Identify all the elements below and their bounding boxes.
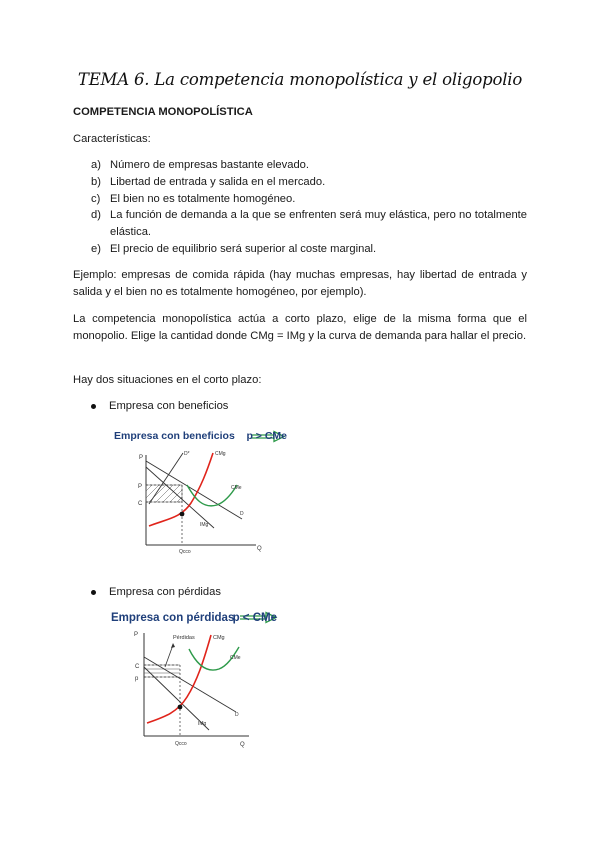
bullet-dot (91, 404, 96, 409)
list-item (91, 191, 527, 208)
figure-heading: Empresa con beneficios (114, 430, 235, 442)
list-marker: c) (91, 193, 101, 205)
bullet-dot (91, 590, 96, 595)
label-p: p (135, 676, 139, 682)
label-c: C (138, 501, 143, 507)
list-item (91, 174, 527, 191)
equilibrium-point (178, 705, 183, 710)
situations-intro: Hay dos situaciones en el corto plazo: (73, 374, 262, 386)
label-q: Qcco (175, 741, 187, 747)
axis-label-p: P (134, 632, 139, 638)
label-cmg: CMg (213, 635, 225, 641)
list-item (91, 207, 527, 241)
axis-label-p: P (139, 455, 144, 461)
figure-heading: Empresa con pérdidas (111, 612, 235, 624)
figure-condition: p > CMe (246, 430, 287, 442)
list-item (91, 157, 527, 174)
list-item-text: El bien no es totalmente homogéneo. (110, 193, 296, 205)
label-cmg: CMg (215, 451, 226, 457)
label-q: Qcco (179, 549, 191, 555)
label-d: D (235, 712, 239, 718)
figure-background (109, 423, 289, 565)
section-heading: COMPETENCIA MONOPOLÍSTICA (73, 106, 253, 118)
list-marker: e) (91, 243, 101, 255)
axis-label-q: Q (257, 546, 262, 552)
label-c: C (135, 664, 140, 670)
label-cme: CMe (231, 485, 242, 491)
figure-beneficios (109, 423, 289, 565)
label-d-star: D* (184, 451, 190, 457)
figure-perdidas (109, 605, 279, 753)
label-img: IMg (198, 721, 207, 727)
label-img: IMg (200, 522, 209, 528)
equilibrium-point (180, 512, 185, 517)
list-item-text: El precio de equilibrio será superior al coste marginal. (110, 243, 377, 255)
bullet-text: Empresa con beneficios (109, 400, 229, 412)
label-cme: CMe (230, 655, 241, 661)
short-run-paragraph: La competencia monopolística actúa a corto plazo, elige de la misma forma que el monopolio. Elige la cantidad donde CMg = IMg y la curva de demanda para hallar el precio. (73, 313, 527, 342)
list-item (91, 241, 527, 258)
figure-condition: p < CMe (232, 612, 277, 624)
example-paragraph: Ejemplo: empresas de comida rápida (hay muchas empresas, hay libertad de entrada y salida y el bien no es totalmente homogéneo, por ejemplo). (73, 269, 527, 298)
axis-label-q: Q (240, 742, 245, 748)
list-marker: a) (91, 159, 101, 171)
list-item-text: Libertad de entrada y salida en el mercado. (110, 176, 326, 188)
list-marker: b) (91, 176, 101, 188)
bullet-text: Empresa con pérdidas (109, 586, 221, 598)
characteristics-label: Características: (73, 133, 151, 145)
label-p: P (138, 484, 143, 490)
label-perdidas: Pérdidas (173, 635, 195, 641)
page-title: TEMA 6. La competencia monopolística y el oligopolio (77, 70, 523, 89)
label-d: D (240, 511, 244, 517)
list-item-text: La función de demanda a la que se enfrenten será muy elástica, pero no totalmente elástica. (110, 209, 527, 238)
list-marker: d) (91, 209, 101, 221)
list-item-text: Número de empresas bastante elevado. (110, 159, 310, 171)
